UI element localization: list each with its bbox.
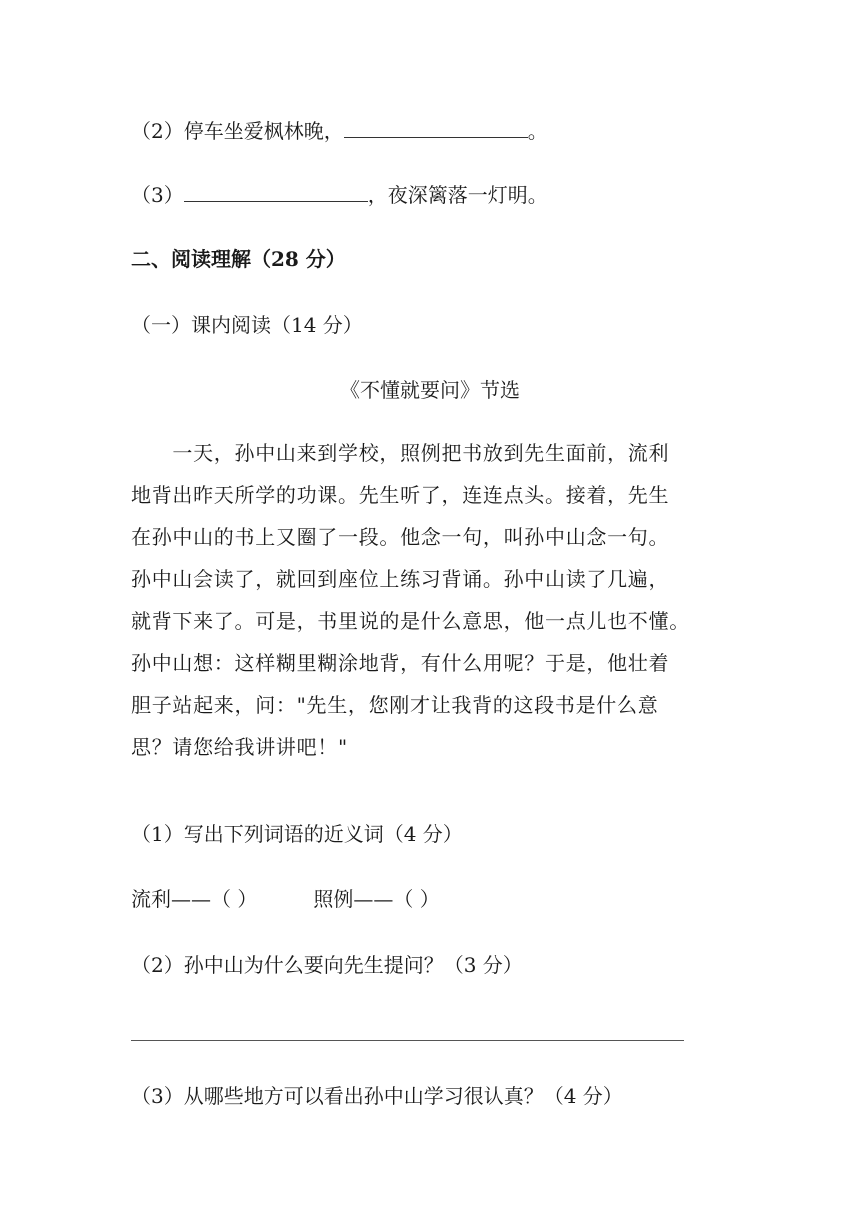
sub-section-heading: （一）课内阅读（14 分）: [131, 313, 363, 337]
poem-fill-question-3: [131, 181, 548, 209]
fill-blank[interactable]: [344, 119, 528, 138]
synonym-answers: [131, 885, 440, 913]
synonym-item-2[interactable]: 照例——（ ）: [313, 887, 440, 911]
question-2: （2）孙中山为什么要向先生提问？（3 分）: [131, 953, 523, 977]
passage-line: 胆子站起来，问："先生，您刚才让我背的这段书是什么意: [131, 693, 659, 717]
synonym-item-1[interactable]: 流利——（ ）: [131, 887, 258, 911]
question-text: （2）停车坐爱枫林晚，: [131, 119, 344, 143]
question-text-suffix: ，夜深篱落一灯明。: [367, 183, 548, 207]
passage-line: 一天，孙中山来到学校，照例把书放到先生面前，流利: [131, 441, 670, 465]
passage-line: 孙中山想：这样糊里糊涂地背，有什么用呢？于是，他壮着: [131, 651, 670, 675]
question-3: （3）从哪些地方可以看出孙中山学习很认真？（4 分）: [131, 1084, 623, 1108]
passage-line: 就背下来了。可是，书里说的是什么意思，他一点儿也不懂。: [131, 609, 690, 633]
reading-passage: [131, 432, 735, 768]
passage-title: 《不懂就要问》节选: [340, 378, 520, 402]
question-text: （3）: [131, 183, 184, 207]
fill-blank[interactable]: [184, 183, 368, 202]
question-1: （1）写出下列词语的近义词（4 分）: [131, 822, 463, 846]
poem-fill-question-2: [131, 117, 548, 145]
passage-line: 地背出昨天所学的功课。先生听了，连连点头。接着，先生: [131, 483, 670, 507]
passage-line: 孙中山会读了，就回到座位上练习背诵。孙中山读了几遍，: [131, 567, 670, 591]
passage-line: 在孙中山的书上又圈了一段。他念一句，叫孙中山念一句。: [131, 525, 670, 549]
question-text-suffix: 。: [527, 119, 548, 143]
section-heading: 二、阅读理解（28 分）: [131, 247, 346, 271]
answer-line[interactable]: [131, 1040, 684, 1041]
passage-line: 思？请您给我讲讲吧！": [131, 735, 348, 759]
